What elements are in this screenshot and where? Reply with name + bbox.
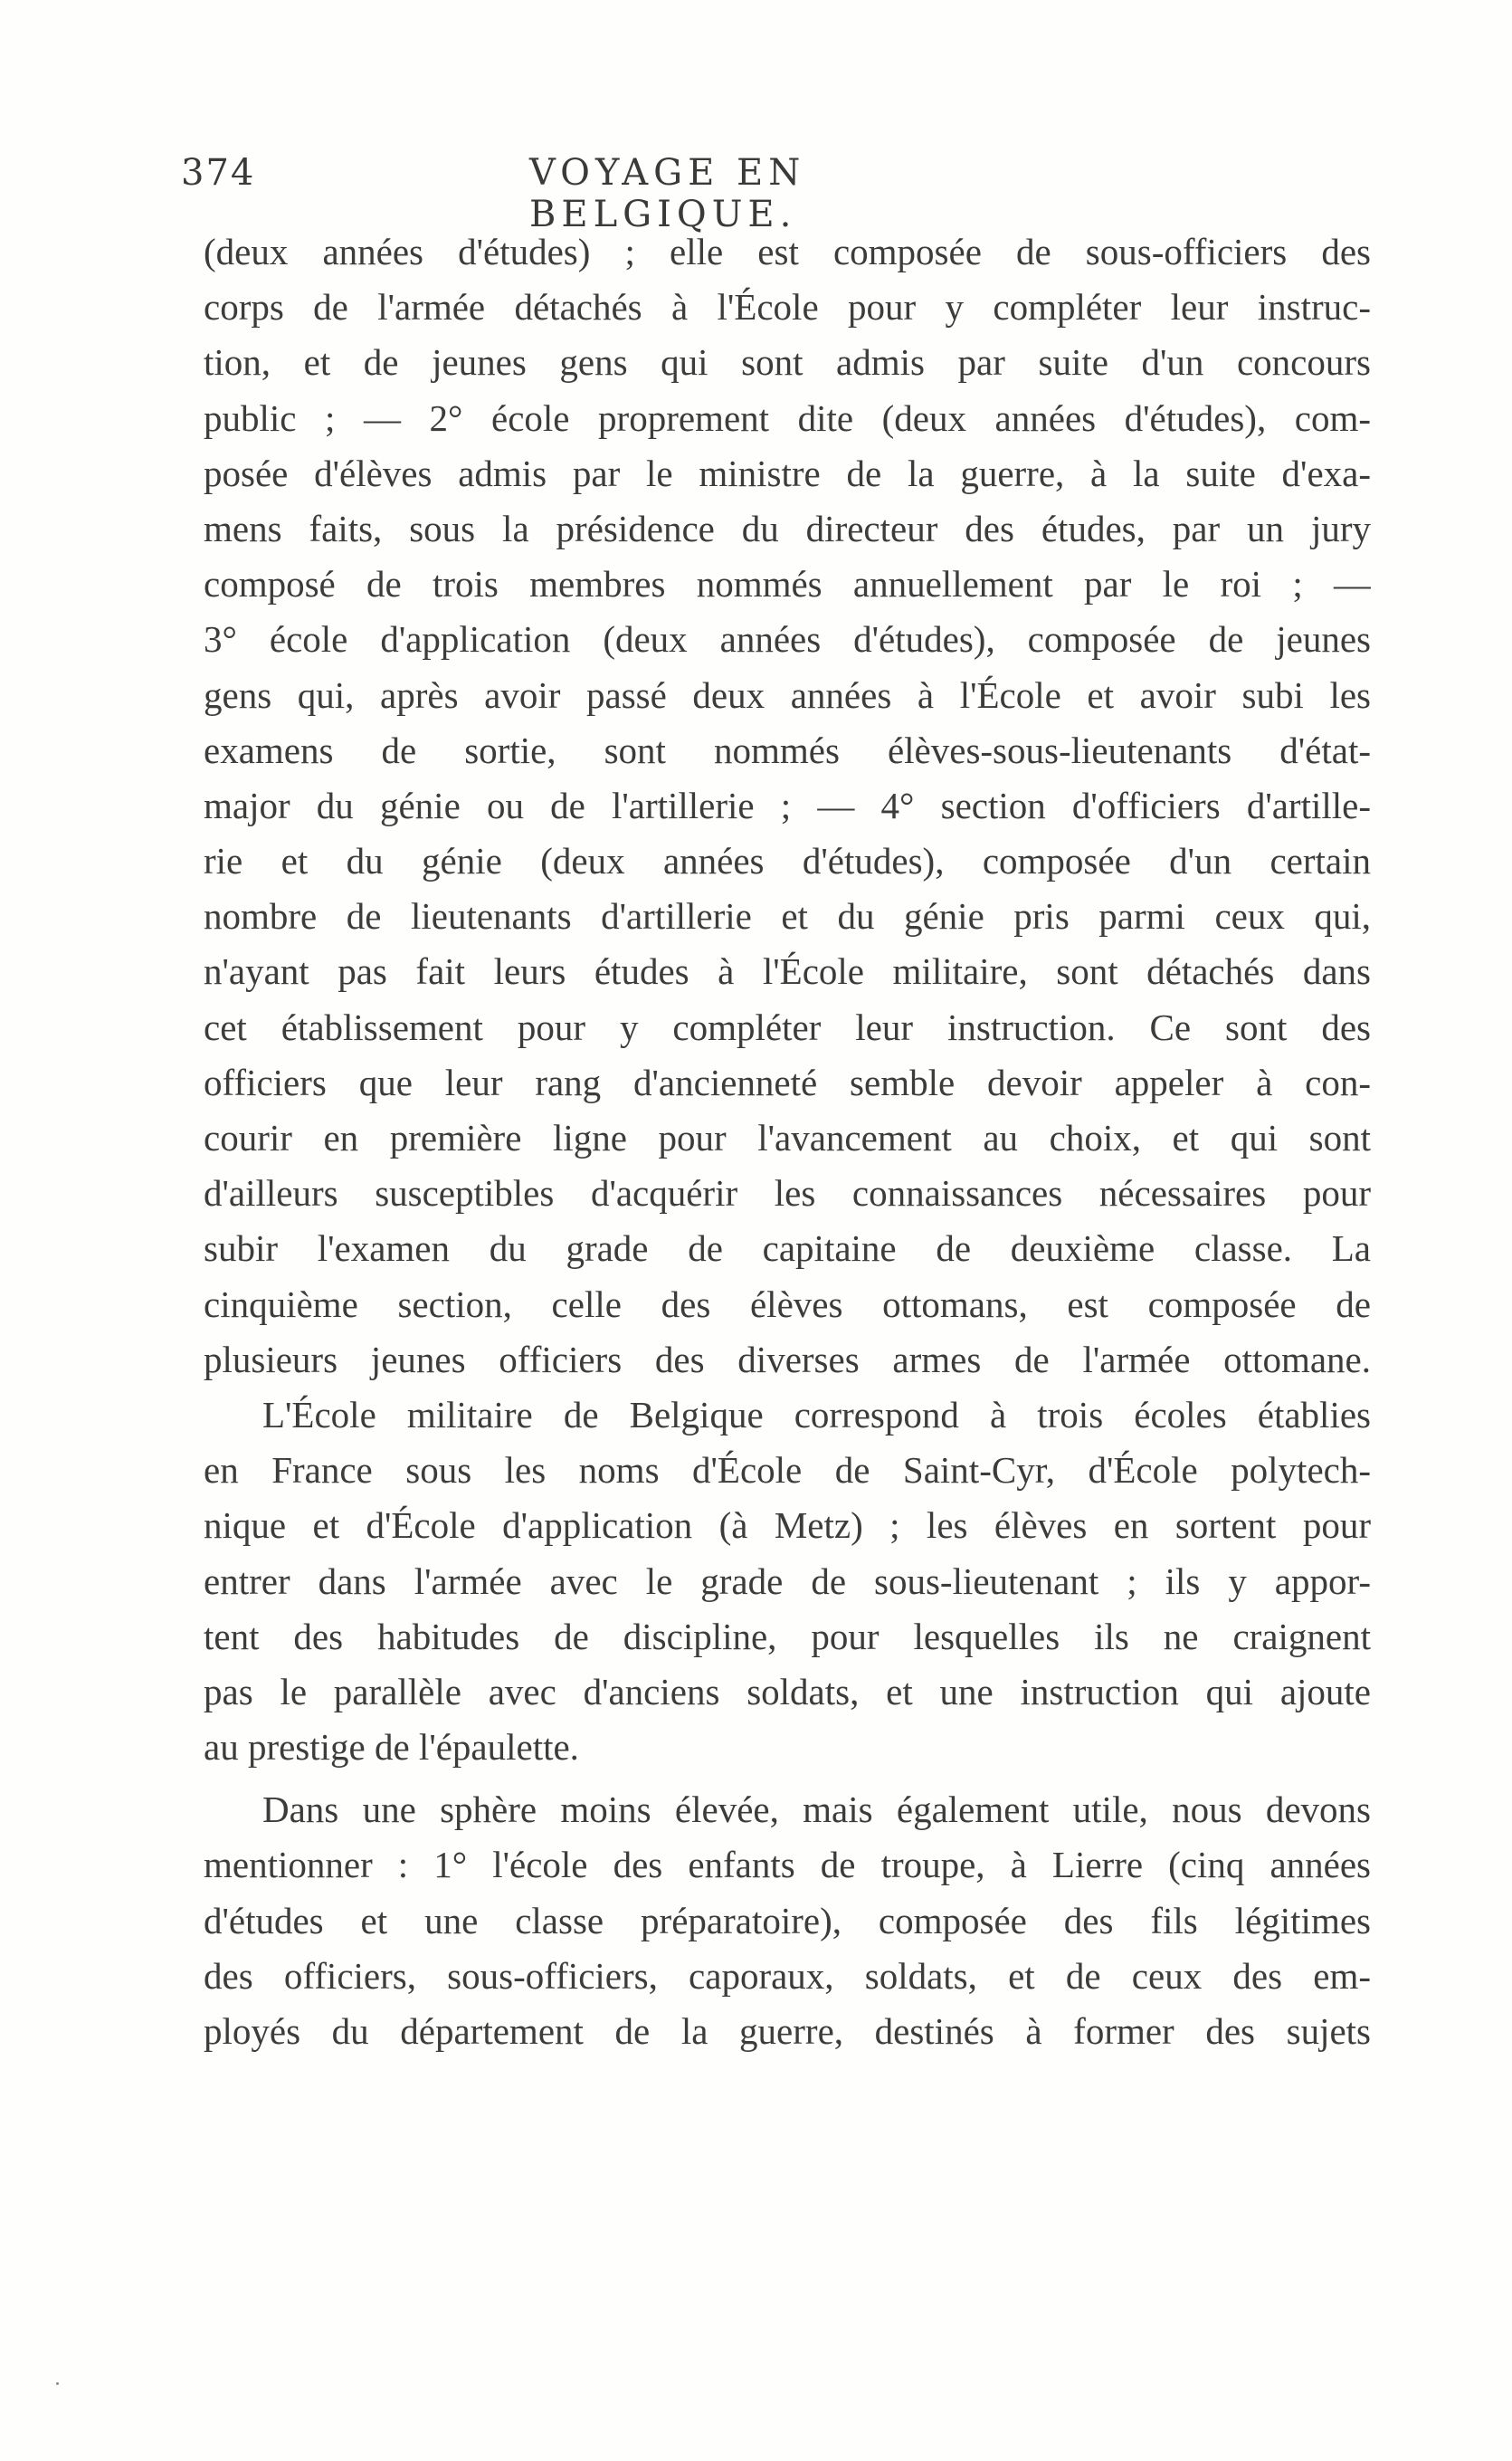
text-line: major du génie ou de l'artillerie ; — 4° section d'officiers d'artille- (204, 784, 1371, 826)
text-line: pas le parallèle avec d'anciens soldats, et une instruction qui ajoute (204, 1670, 1371, 1712)
body-text (204, 224, 1371, 2059)
text-line: nique et d'École d'application (à Metz) ; les élèves en sortent pour (204, 1504, 1371, 1547)
text-line: (deux années d'études) ; elle est composée de sous-officiers des (204, 231, 1371, 272)
paragraph-3 (204, 1782, 1371, 2059)
paragraph-gap (204, 1775, 1371, 1782)
text-line: subir l'examen du grade de capitaine de deuxième classe. La (204, 1227, 1371, 1270)
text-line: posée d'élèves admis par le ministre de la guerre, à la suite d'exa- (204, 452, 1371, 494)
text-line: composé de trois membres nommés annuellement par le roi ; — (204, 563, 1371, 606)
running-head (181, 152, 1041, 235)
paper-speck (56, 2382, 59, 2385)
text-line: corps de l'armée détachés à l'École pour y compléter leur instruc- (204, 286, 1371, 329)
text-line: en France sous les noms d'École de Saint-Cyr, d'École polytech- (204, 1449, 1371, 1492)
text-line: entrer dans l'armée avec le grade de sous-lieutenant ; ils y appor- (204, 1560, 1371, 1602)
text-line: gens qui, après avoir passé deux années à l'École et avoir subi les (204, 673, 1371, 716)
text-line: ployés du département de la guerre, destinés à former des sujets (204, 2010, 1371, 2052)
running-title: VOYAGE EN BELGIQUE. (529, 152, 806, 235)
text-line: cet établissement pour y compléter leur instruction. Ce sont des (204, 1006, 1371, 1048)
text-line: L'École militaire de Belgique correspond à trois écoles établies (262, 1393, 1371, 1436)
text-line: n'ayant pas fait leurs études à l'École militaire, sont détachés dans (204, 950, 1371, 993)
text-line: rie et du génie (deux années d'études), composée d'un certain (204, 840, 1371, 882)
text-line: cinquième section, celle des élèves ottomans, est composée de (204, 1283, 1371, 1325)
text-line: nombre de lieutenants d'artillerie et du génie pris parmi ceux qui, (204, 895, 1371, 938)
text-line: d'études et une classe préparatoire), composée des fils légitimes (204, 1899, 1371, 1941)
text-line: courir en première ligne pour l'avancement au choix, et qui sont (204, 1117, 1371, 1159)
text-line: mens faits, sous la présidence du directeur des études, par un jury (204, 507, 1371, 549)
text-line: des officiers, sous-officiers, caporaux, soldats, et de ceux des em- (204, 1954, 1371, 1997)
text-line: tion, et de jeunes gens qui sont admis par suite d'un concours (204, 341, 1371, 384)
paragraph-2 (204, 1388, 1371, 1775)
text-line: tent des habitudes de discipline, pour lesquelles ils ne craignent (204, 1615, 1371, 1657)
text-line: Dans une sphère moins élevée, mais également utile, nous devons (262, 1789, 1371, 1831)
text-line: mentionner : 1° l'école des enfants de troupe, à Lierre (cinq années (204, 1844, 1371, 1886)
page-number: 374 (181, 152, 256, 194)
text-line: au prestige de l'épaulette. (204, 1726, 579, 1769)
text-line: d'ailleurs susceptibles d'acquérir les connaissances nécessaires pour (204, 1172, 1371, 1215)
text-line: examens de sortie, sont nommés élèves-sous-lieutenants d'état- (204, 729, 1371, 771)
paragraph-1 (204, 224, 1371, 1388)
text-line: public ; — 2° école proprement dite (deux années d'études), com- (204, 396, 1371, 439)
text-line: officiers que leur rang d'ancienneté semble devoir appeler à con- (204, 1061, 1371, 1103)
text-line: plusieurs jeunes officiers des diverses armes de l'armée ottomane. (204, 1338, 1371, 1380)
text-line: 3° école d'application (deux années d'études), composée de jeunes (204, 618, 1371, 661)
